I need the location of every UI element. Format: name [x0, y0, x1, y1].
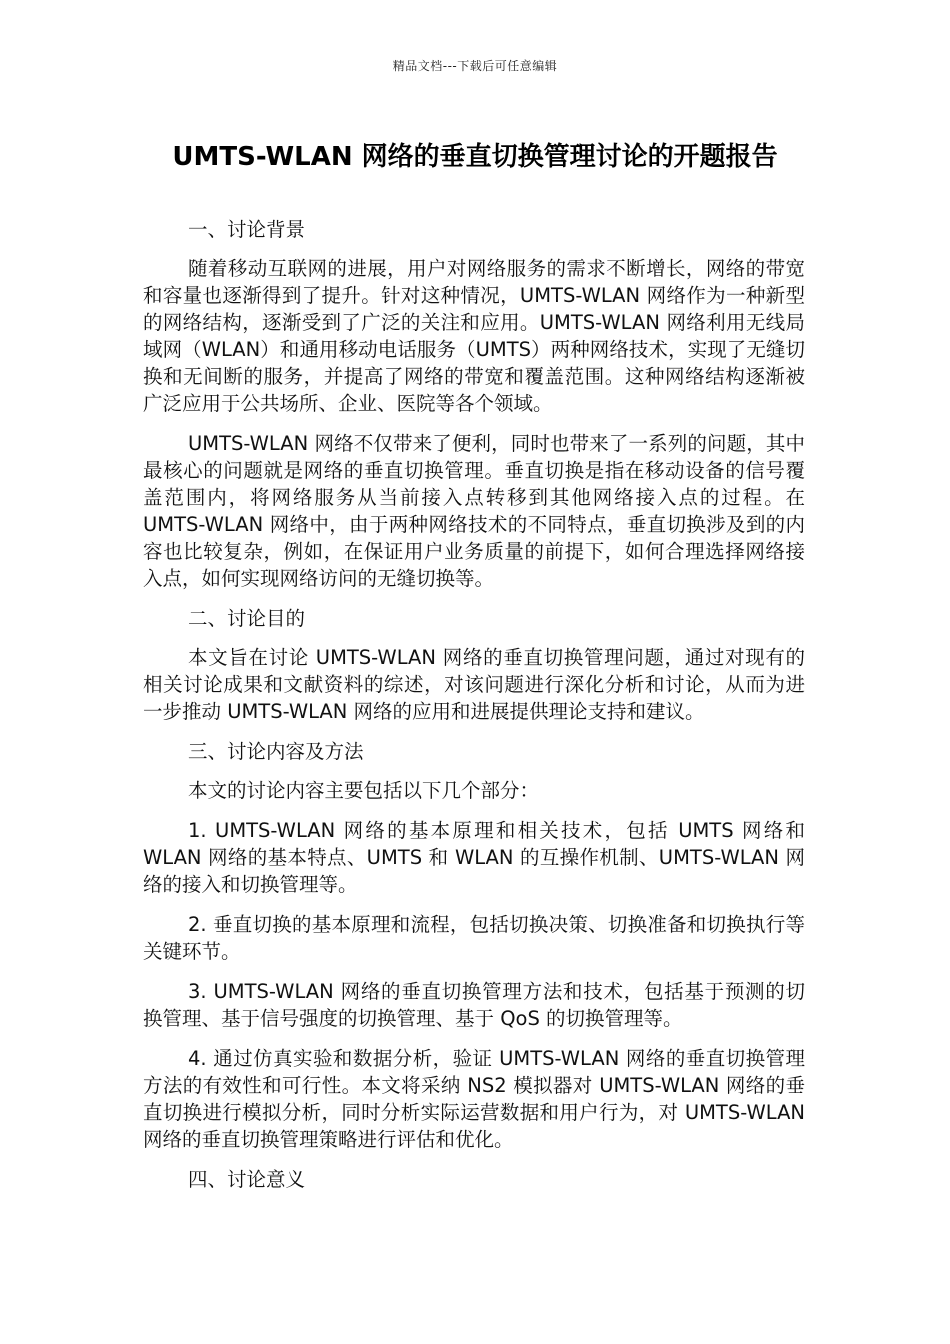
section-heading-content-methods: 三、讨论内容及方法	[188, 740, 364, 763]
list-item: 1. UMTS-WLAN 网络的基本原理和相关技术，包括 UMTS 网络和 WLAN 网络的基本特点、UMTS 和 WLAN 的互操作机制、UMTS-WLAN 网络的接入和切换管理等。	[143, 819, 805, 896]
section-heading-purpose: 二、讨论目的	[188, 607, 306, 630]
document-body	[143, 216, 805, 1205]
paragraph: 本文的讨论内容主要包括以下几个部分：	[188, 779, 540, 802]
page-header: 精品文档---下载后可任意编辑	[392, 59, 558, 73]
section-heading-background: 一、讨论背景	[188, 218, 306, 241]
section-heading-significance: 四、讨论意义	[188, 1168, 306, 1191]
list-item: 2. 垂直切换的基本原理和流程，包括切换决策、切换准备和切换执行等关键环节。	[143, 913, 805, 963]
paragraph: UMTS-WLAN 网络不仅带来了便利，同时也带来了一系列的问题，其中最核心的问题就是网络的垂直切换管理。垂直切换是指在移动设备的信号覆盖范围内，将网络服务从当前接入点转移到其他网络接入点的过程。在 UMTS-WLAN 网络中，由于两种网络技术的不同特点，垂直切换涉及到的内容也比较复杂，例如，在保证用户业务质量的前提下，如何合理选择网络接入点，如何实现网络访问的无缝切换等。	[143, 432, 805, 590]
paragraph: 随着移动互联网的进展，用户对网络服务的需求不断增长，网络的带宽和容量也逐渐得到了提升。针对这种情况，UMTS-WLAN 网络作为一种新型的网络结构，逐渐受到了广泛的关注和应用。UMTS-WLAN 网络利用无线局域网（WLAN）和通用移动电话服务（UMTS）两种网络技术，实现了无缝切换和无间断的服务，并提高了网络的带宽和覆盖范围。这种网络结构逐渐被广泛应用于公共场所、企业、医院等各个领域。	[143, 257, 805, 415]
list-item: 4. 通过仿真实验和数据分析，验证 UMTS-WLAN 网络的垂直切换管理方法的有效性和可行性。本文将采纳 NS2 模拟器对 UMTS-WLAN 网络的垂直切换进行模拟分析，同时分析实际运营数据和用户行为，对 UMTS-WLAN 网络的垂直切换管理策略进行评估和优化。	[143, 1047, 805, 1151]
paragraph: 本文旨在讨论 UMTS-WLAN 网络的垂直切换管理问题，通过对现有的相关讨论成果和文献资料的综述，对该问题进行深化分析和讨论，从而为进一步推动 UMTS-WLAN 网络的应用和进展提供理论支持和建议。	[143, 646, 805, 723]
document-title: UMTS-WLAN 网络的垂直切换管理讨论的开题报告	[172, 142, 778, 172]
list-item: 3. UMTS-WLAN 网络的垂直切换管理方法和技术，包括基于预测的切换管理、基于信号强度的切换管理、基于 QoS 的切换管理等。	[143, 980, 805, 1030]
